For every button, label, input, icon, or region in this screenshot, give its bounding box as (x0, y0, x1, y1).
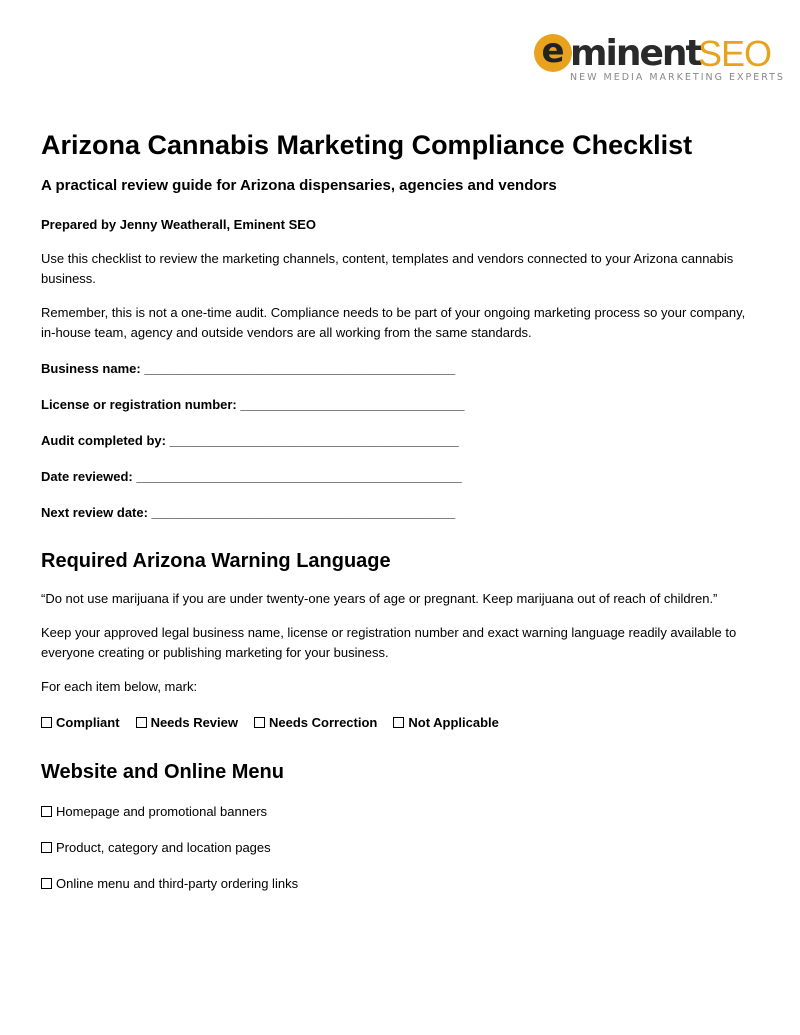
logo-e-letter: e (541, 31, 565, 71)
field-audit-completed-by[interactable]: Audit completed by: ________________________________________ (41, 433, 459, 448)
mark-needs-correction[interactable]: Needs Correction (254, 713, 377, 733)
warning-section-heading: Required Arizona Warning Language (41, 550, 391, 572)
logo-e-circle-icon (534, 31, 572, 72)
checkbox-icon (41, 878, 52, 889)
audit-fields (41, 359, 761, 523)
logo-wordmark: minent (570, 33, 701, 74)
field-license-number[interactable]: License or registration number: _______________________________ (41, 397, 465, 412)
checkbox-icon (41, 842, 52, 853)
checkbox-icon (41, 717, 52, 728)
checklist-item[interactable]: Product, category and location pages (41, 838, 761, 858)
checklist-item[interactable]: Online menu and third-party ordering links (41, 874, 761, 894)
mark-legend (41, 713, 761, 733)
intro-paragraph: Remember, this is not a one-time audit. Compliance needs to be part of your ongoing marketing process so your company, in-house team, agency and outside vendors are all working from the same standards. (41, 305, 746, 340)
field-date-reviewed[interactable]: Date reviewed: _____________________________________________ (41, 469, 462, 484)
warning-quote: “Do not use marijuana if you are under twenty-one years of age or pregnant. Keep marijuana out of reach of children.” (41, 591, 718, 606)
logo-tagline: NEW MEDIA MARKETING EXPERTS (570, 72, 785, 83)
field-business-name[interactable]: Business name: ___________________________________________ (41, 361, 456, 376)
checkbox-icon (393, 717, 404, 728)
document-body (41, 126, 761, 894)
intro-paragraph: Use this checklist to review the marketing channels, content, templates and vendors connected to your Arizona cannabis business. (41, 251, 734, 286)
checklist-item[interactable]: Homepage and promotional banners (41, 802, 761, 822)
eminent-seo-logo (534, 31, 785, 88)
logo-seo: SEO (698, 33, 772, 74)
mark-not-applicable[interactable]: Not Applicable (393, 713, 499, 733)
checkbox-icon (136, 717, 147, 728)
field-next-review-date[interactable]: Next review date: __________________________________________ (41, 505, 456, 520)
mark-compliant[interactable]: Compliant (41, 713, 120, 733)
mark-intro: For each item below, mark: (41, 679, 198, 694)
checkbox-icon (254, 717, 265, 728)
checkbox-icon (41, 806, 52, 817)
prepared-by: Prepared by Jenny Weatherall, Eminent SEO (41, 217, 317, 232)
warning-note: Keep your approved legal business name, license or registration number and exact warning language readily available to everyone creating or publishing marketing for your business. (41, 625, 737, 660)
website-section-heading: Website and Online Menu (41, 761, 284, 783)
page-subtitle: A practical review guide for Arizona dispensaries, agencies and vendors (41, 177, 557, 194)
page-title: Arizona Cannabis Marketing Compliance Checklist (41, 130, 693, 160)
mark-needs-review[interactable]: Needs Review (136, 713, 238, 733)
